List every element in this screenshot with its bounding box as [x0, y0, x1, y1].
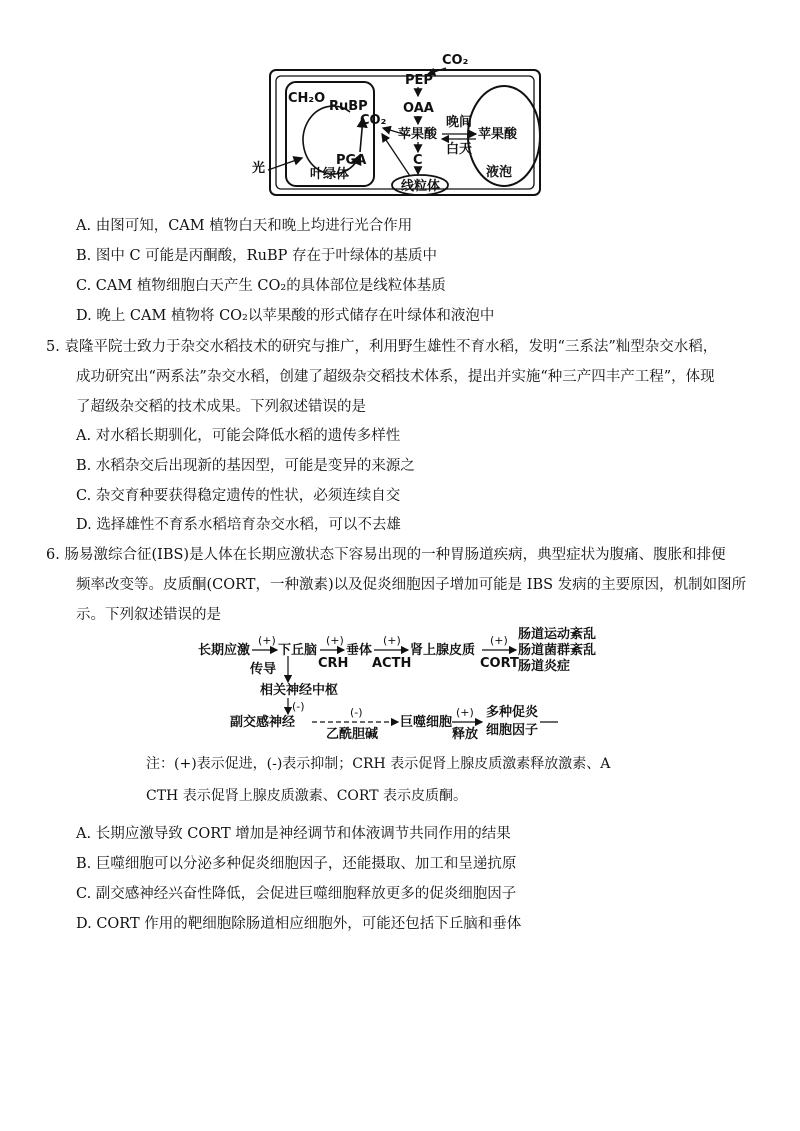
q5-option-a: A. 对水稻长期驯化，可能会降低水稻的遗传多样性 — [76, 428, 401, 444]
pituitary-node: 垂体 — [346, 643, 373, 658]
malic-acid-left: 苹果酸 — [398, 127, 438, 142]
co2-top-label: CO₂ — [442, 53, 469, 68]
cam-cell-figure — [250, 50, 550, 202]
pga-label: PGA — [336, 153, 367, 168]
parasym-node: 副交感神经 — [230, 715, 296, 730]
pep-label: PEP — [405, 73, 433, 88]
mitochondria-label: 线粒体 — [401, 179, 441, 194]
oaa-label: OAA — [403, 101, 434, 116]
minus-1: (-) — [292, 700, 305, 713]
release-label: 释放 — [452, 727, 479, 742]
factor-line-2: 细胞因子 — [486, 723, 539, 738]
plus-1: (+) — [258, 634, 276, 647]
q5-stem-line-2: 成功研究出“两系法”杂交水稻，创建了超级杂交稻技术体系，提出并实施“种三产四丰产工程”，体现 — [76, 369, 715, 385]
q6-note-line-2: CTH 表示促肾上腺皮质激素、CORT 表示皮质酮。 — [146, 788, 467, 804]
hypothalamus-node: 下丘脑 — [278, 643, 318, 658]
q5-option-d: D. 选择雄性不育系水稻培育杂交水稻，可以不去雄 — [76, 517, 401, 533]
macrophage-node: 巨噬细胞 — [400, 715, 453, 730]
ch2o-label: CH₂O — [288, 91, 326, 106]
day-label: 白天 — [446, 142, 473, 157]
q5-stem-line-1: 5. 袁隆平院士致力于杂交水稻技术的研究与推广，利用野生雄性不育水稻，发明“三系法”籼型杂交水稻， — [46, 339, 718, 355]
q5-option-c: C. 杂交育种要获得稳定遗传的性状，必须连续自交 — [76, 488, 401, 504]
q6-option-d: D. CORT 作用的靶细胞除肠道相应细胞外，可能还包括下丘脑和垂体 — [76, 916, 522, 932]
c-label: C — [413, 153, 423, 168]
q4-option-c: C. CAM 植物细胞白天产生 CO₂的具体部位是线粒体基质 — [76, 278, 446, 294]
plus-5: (+) — [456, 706, 474, 719]
minus-2: (-) — [350, 706, 363, 719]
q6-note-line-1: 注：(+)表示促进，(-)表示抑制；CRH 表示促肾上腺皮质激素释放激素、A — [146, 756, 611, 772]
q6-option-a: A. 长期应激导致 CORT 增加是神经调节和体液调节共同作用的结果 — [76, 826, 511, 842]
q6-option-b: B. 巨噬细胞可以分泌多种促炎细胞因子，还能摄取、加工和呈递抗原 — [76, 856, 517, 872]
cort-label: CORT — [480, 656, 519, 671]
chloroplast-label: 叶绿体 — [310, 167, 350, 182]
effect-flora: 肠道菌群紊乱 — [518, 643, 597, 658]
q6-stem-line-2: 频率改变等。皮质酮(CORT，一种激素)以及促炎细胞因子增加可能是 IBS 发病的主要原因，机制如图所 — [76, 577, 747, 593]
ach-label: 乙酰胆碱 — [326, 727, 379, 742]
conduct-label: 传导 — [250, 662, 277, 677]
night-label: 晚间 — [446, 115, 473, 130]
q5-stem-line-3: 了超级杂交稻的技术成果。下列叙述错误的是 — [76, 399, 366, 415]
rubp-label: RuBP — [329, 99, 368, 114]
adrenal-node: 肾上腺皮质 — [410, 643, 476, 658]
effect-inflammation: 肠道炎症 — [518, 659, 571, 674]
q4-option-d: D. 晚上 CAM 植物将 CO₂以苹果酸的形式储存在叶绿体和液泡中 — [76, 308, 495, 324]
light-label: 光 — [252, 161, 266, 176]
crh-label: CRH — [318, 656, 349, 671]
factor-line-1: 多种促炎 — [486, 705, 539, 720]
plus-4: (+) — [490, 634, 508, 647]
q6-option-c: C. 副交感神经兴奋性降低，会促进巨噬细胞释放更多的促炎细胞因子 — [76, 886, 517, 902]
ibs-mechanism-diagram — [190, 624, 620, 744]
q4-option-a: A. 由图可知，CAM 植物白天和晚上均进行光合作用 — [76, 218, 413, 234]
center-node: 相关神经中枢 — [260, 683, 339, 698]
malic-acid-right: 苹果酸 — [478, 127, 518, 142]
q6-stem-line-1: 6. 肠易激综合征(IBS)是人体在长期应激状态下容易出现的一种胃肠道疾病，典型症状为腹痛、腹胀和排便 — [46, 547, 726, 563]
plus-3: (+) — [383, 634, 401, 647]
q6-stem-line-3: 示。下列叙述错误的是 — [76, 607, 221, 623]
plus-2: (+) — [326, 634, 344, 647]
q5-option-b: B. 水稻杂交后出现新的基因型，可能是变异的来源之 — [76, 458, 415, 474]
q4-option-b: B. 图中 C 可能是丙酮酸，RuBP 存在于叶绿体的基质中 — [76, 248, 437, 264]
vacuole-label: 液泡 — [486, 165, 513, 180]
effect-motility: 肠道运动紊乱 — [518, 627, 597, 642]
co2-left-label: CO₂ — [360, 113, 387, 128]
stress-node: 长期应激 — [198, 643, 251, 658]
acth-label: ACTH — [372, 656, 412, 671]
